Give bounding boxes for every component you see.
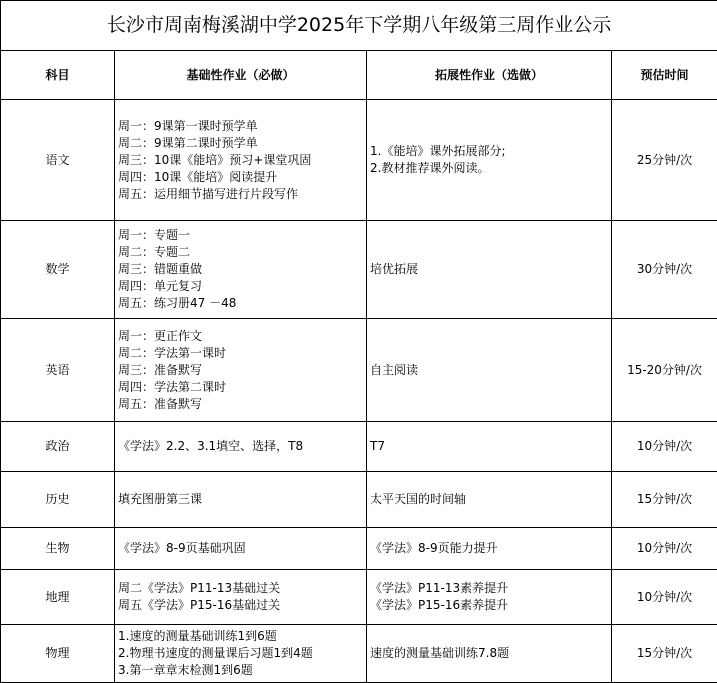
basic-line: 周三：错题重做 xyxy=(118,261,366,278)
extended-line: 2.教材推荐课外阅读。 xyxy=(370,160,611,177)
extended-line: 《学法》8-9页能力提升 xyxy=(370,540,611,557)
extended-cell xyxy=(367,528,612,570)
basic-cell xyxy=(115,472,367,528)
time-cell: 15分钟/次 xyxy=(612,472,717,528)
basic-cell xyxy=(115,319,367,422)
basic-line: 周二：专题二 xyxy=(118,244,366,261)
header-row xyxy=(1,51,717,100)
time-cell: 15-20分钟/次 xyxy=(612,319,717,422)
basic-line: 《学法》2.2、3.1填空、选择，T8 xyxy=(118,438,366,455)
table-row xyxy=(1,528,717,570)
table-row xyxy=(1,570,717,625)
basic-cell xyxy=(115,422,367,472)
subject-cell: 历史 xyxy=(1,472,115,528)
subject-cell: 生物 xyxy=(1,528,115,570)
title-row xyxy=(1,1,717,51)
subject-cell: 物理 xyxy=(1,625,115,683)
basic-line: 周二：学法第一课时 xyxy=(118,345,366,362)
extended-line: 速度的测量基础训练7.8题 xyxy=(370,645,611,662)
basic-line: 2.物理书速度的测量课后习题1到4题 xyxy=(118,645,366,662)
basic-line: 周二：9课第二课时预学单 xyxy=(118,135,366,152)
subject-cell: 英语 xyxy=(1,319,115,422)
basic-line: 周二《学法》P11-13基础过关 xyxy=(118,580,366,597)
extended-line: 1.《能培》课外拓展部分; xyxy=(370,143,611,160)
basic-cell xyxy=(115,221,367,319)
table-row xyxy=(1,221,717,319)
header-extended: 拓展性作业（选做） xyxy=(367,51,612,100)
basic-line: 周四：单元复习 xyxy=(118,278,366,295)
time-cell: 15分钟/次 xyxy=(612,625,717,683)
table-row xyxy=(1,625,717,683)
table-row xyxy=(1,100,717,221)
extended-line: 自主阅读 xyxy=(370,362,611,379)
basic-cell xyxy=(115,100,367,221)
time-cell: 10分钟/次 xyxy=(612,422,717,472)
basic-line: 周一：更正作文 xyxy=(118,328,366,345)
extended-line: 培优拓展 xyxy=(370,261,611,278)
basic-cell xyxy=(115,570,367,625)
header-time: 预估时间 xyxy=(612,51,717,100)
extended-cell xyxy=(367,319,612,422)
header-basic: 基础性作业（必做） xyxy=(115,51,367,100)
page-title: 长沙市周南梅溪湖中学2025年下学期八年级第三周作业公示 xyxy=(1,1,717,51)
extended-cell xyxy=(367,100,612,221)
extended-cell xyxy=(367,570,612,625)
basic-line: 周四：10课《能培》阅读提升 xyxy=(118,169,366,186)
basic-cell xyxy=(115,528,367,570)
header-subject: 科目 xyxy=(1,51,115,100)
basic-line: 周五《学法》P15-16基础过关 xyxy=(118,597,366,614)
basic-line: 《学法》8-9页基础巩固 xyxy=(118,540,366,557)
extended-line: 太平天国的时间轴 xyxy=(370,491,611,508)
basic-line: 1.速度的测量基础训练1到6题 xyxy=(118,628,366,645)
extended-cell xyxy=(367,422,612,472)
subject-cell: 数学 xyxy=(1,221,115,319)
time-cell: 10分钟/次 xyxy=(612,528,717,570)
basic-line: 周一：专题一 xyxy=(118,227,366,244)
basic-line: 周五：运用细节描写进行片段写作 xyxy=(118,186,366,203)
extended-cell xyxy=(367,221,612,319)
basic-line: 周五：准备默写 xyxy=(118,396,366,413)
extended-line: 《学法》P15-16素养提升 xyxy=(370,597,611,614)
table-row xyxy=(1,472,717,528)
basic-line: 3.第一章章末检测1到6题 xyxy=(118,662,366,679)
time-cell: 25分钟/次 xyxy=(612,100,717,221)
extended-cell xyxy=(367,472,612,528)
basic-line: 周一：9课第一课时预学单 xyxy=(118,118,366,135)
extended-line: 《学法》P11-13素养提升 xyxy=(370,580,611,597)
time-cell: 30分钟/次 xyxy=(612,221,717,319)
table-row xyxy=(1,422,717,472)
basic-line: 周三：准备默写 xyxy=(118,362,366,379)
subject-cell: 语文 xyxy=(1,100,115,221)
basic-line: 填充图册第三课 xyxy=(118,491,366,508)
basic-line: 周五：练习册47 －48 xyxy=(118,295,366,312)
extended-line: T7 xyxy=(370,438,611,455)
basic-line: 周四：学法第二课时 xyxy=(118,379,366,396)
table-row xyxy=(1,319,717,422)
subject-cell: 政治 xyxy=(1,422,115,472)
basic-line: 周三：10课《能培》预习+课堂巩固 xyxy=(118,152,366,169)
time-cell: 10分钟/次 xyxy=(612,570,717,625)
extended-cell xyxy=(367,625,612,683)
subject-cell: 地理 xyxy=(1,570,115,625)
basic-cell xyxy=(115,625,367,683)
